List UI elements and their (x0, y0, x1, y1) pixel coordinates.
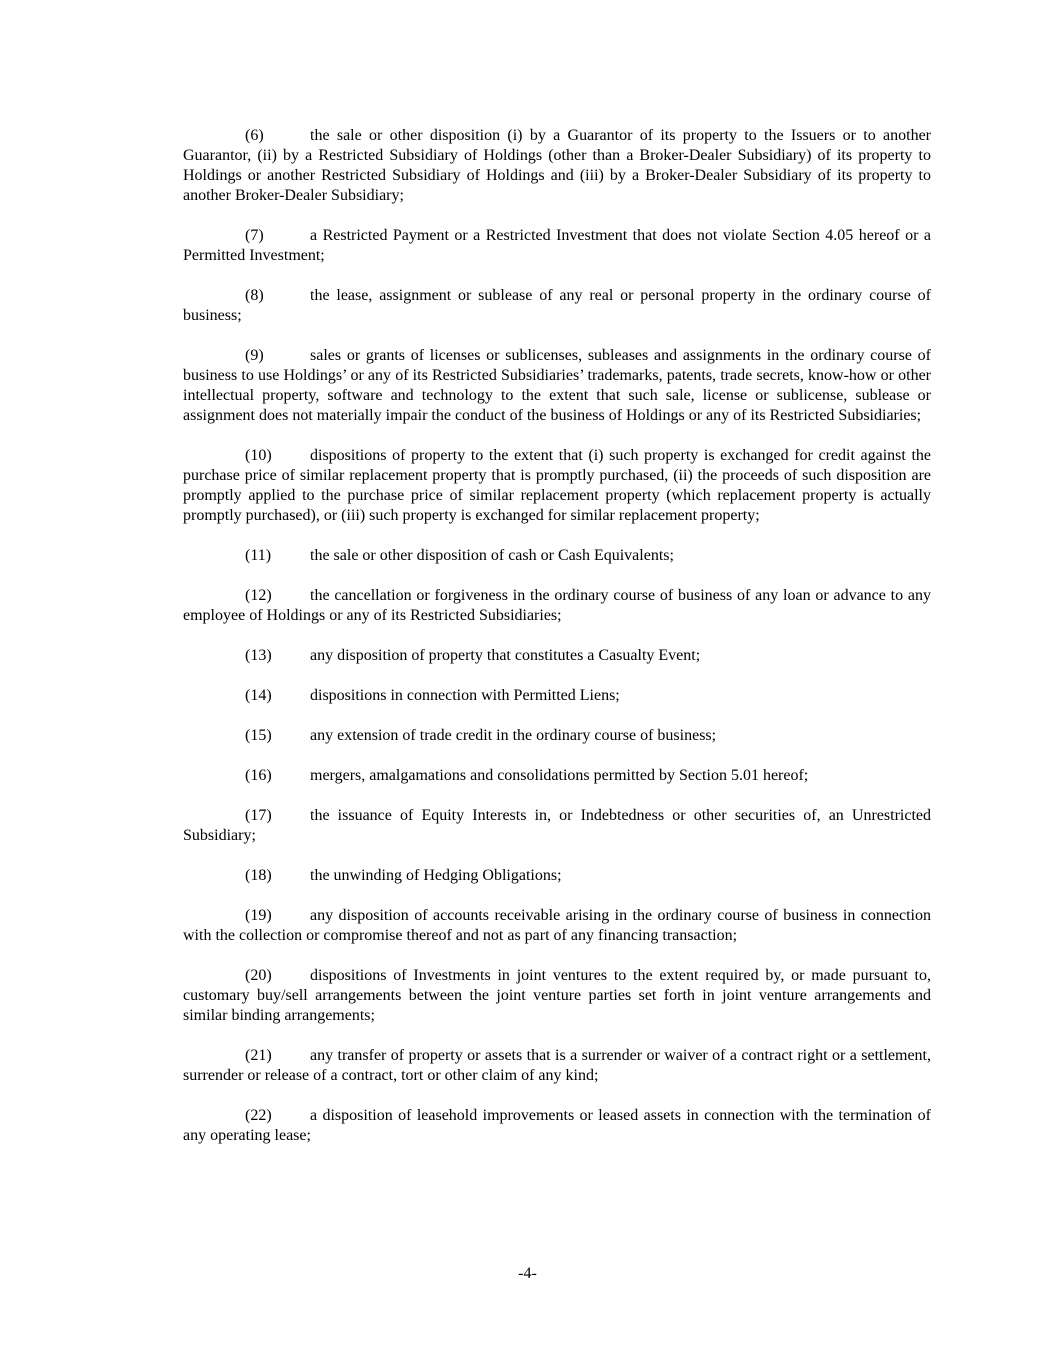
paragraph-number: (9) (245, 347, 264, 364)
paragraph-number: (11) (245, 547, 272, 564)
paragraph-number: (15) (245, 727, 272, 744)
paragraph-text: the sale or other disposition of cash or Cash Equivalents; (310, 547, 674, 564)
paragraph-text: any disposition of property that constitutes a Casualty Event; (310, 647, 701, 664)
paragraph-17 (183, 806, 931, 846)
document-body (183, 126, 931, 1166)
paragraph-number: (14) (245, 687, 272, 704)
paragraph-number: (20) (245, 967, 272, 984)
paragraph-text: the sale or other disposition (i) by a Guarantor of its property to the Issuers or to another Guarantor, (ii) by a Restricted Subsidiary of Holdings (other than a Broker-Dealer Subsidiary) of its property to Holdings or another Restricted Subsidiary of Holdings and (iii) by a Broker-Dealer Subsidiary of its property to another Broker-Dealer Subsidiary; (183, 127, 931, 204)
paragraph-text: any disposition of accounts receivable arising in the ordinary course of business in connection with the collection or compromise thereof and not as part of any financing transaction; (183, 907, 931, 944)
paragraph-21 (183, 1046, 931, 1086)
paragraph-13 (183, 646, 931, 666)
paragraph-14 (183, 686, 931, 706)
paragraph-9 (183, 346, 931, 426)
paragraph-12 (183, 586, 931, 626)
paragraph-number: (7) (245, 227, 264, 244)
paragraph-11 (183, 546, 931, 566)
paragraph-7 (183, 226, 931, 266)
paragraph-text: a disposition of leasehold improvements or leased assets in connection with the termination of any operating lease; (183, 1107, 931, 1144)
paragraph-18 (183, 866, 931, 886)
paragraph-number: (22) (245, 1107, 272, 1124)
paragraph-text: any extension of trade credit in the ordinary course of business; (310, 727, 717, 744)
paragraph-22 (183, 1106, 931, 1146)
paragraph-number: (6) (245, 127, 264, 144)
paragraph-16 (183, 766, 931, 786)
paragraph-text: any transfer of property or assets that is a surrender or waiver of a contract right or a settlement, surrender or release of a contract, tort or other claim of any kind; (183, 1047, 931, 1084)
paragraph-number: (8) (245, 287, 264, 304)
paragraph-text: the issuance of Equity Interests in, or Indebtedness or other securities of, an Unrestricted Subsidiary; (183, 807, 931, 844)
paragraph-text: dispositions in connection with Permitted Liens; (310, 687, 620, 704)
paragraph-number: (13) (245, 647, 272, 664)
paragraph-number: (19) (245, 907, 272, 924)
paragraph-text: dispositions of property to the extent that (i) such property is exchanged for credit against the purchase price of similar replacement property that is promptly purchased, (ii) the proceeds of such disposition are promptly applied to the purchase price of similar replacement property (which replacement property is actually promptly purchased), or (iii) such property is exchanged for similar replacement property; (183, 447, 931, 524)
paragraph-8 (183, 286, 931, 326)
paragraph-number: (21) (245, 1047, 272, 1064)
paragraph-number: (16) (245, 767, 272, 784)
paragraph-number: (10) (245, 447, 272, 464)
page-number: -4- (518, 1265, 537, 1282)
paragraph-text: sales or grants of licenses or sublicenses, subleases and assignments in the ordinary course of business to use Holdings’ or any of its Restricted Subsidiaries’ trademarks, patents, trade secrets, know-how or other intellectual property, software and technology to the extent that such sale, license or sublicense, sublease or assignment does not materially impair the conduct of the business of Holdings or any of its Restricted Subsidiaries; (183, 347, 931, 424)
paragraph-text: the unwinding of Hedging Obligations; (310, 867, 562, 884)
paragraph-6 (183, 126, 931, 206)
paragraph-20 (183, 966, 931, 1026)
paragraph-number: (18) (245, 867, 272, 884)
paragraph-10 (183, 446, 931, 526)
paragraph-text: mergers, amalgamations and consolidations permitted by Section 5.01 hereof; (310, 767, 809, 784)
paragraph-text: dispositions of Investments in joint ventures to the extent required by, or made pursuant to, customary buy/sell arrangements between the joint venture parties set forth in joint venture arrangements and similar binding arrangements; (183, 967, 931, 1024)
paragraph-number: (17) (245, 807, 272, 824)
paragraph-text: the lease, assignment or sublease of any real or personal property in the ordinary course of business; (183, 287, 931, 324)
paragraph-text: a Restricted Payment or a Restricted Investment that does not violate Section 4.05 hereof or a Permitted Investment; (183, 227, 931, 264)
paragraph-number: (12) (245, 587, 272, 604)
paragraph-text: the cancellation or forgiveness in the ordinary course of business of any loan or advance to any employee of Holdings or any of its Restricted Subsidiaries; (183, 587, 931, 624)
paragraph-19 (183, 906, 931, 946)
paragraph-15 (183, 726, 931, 746)
